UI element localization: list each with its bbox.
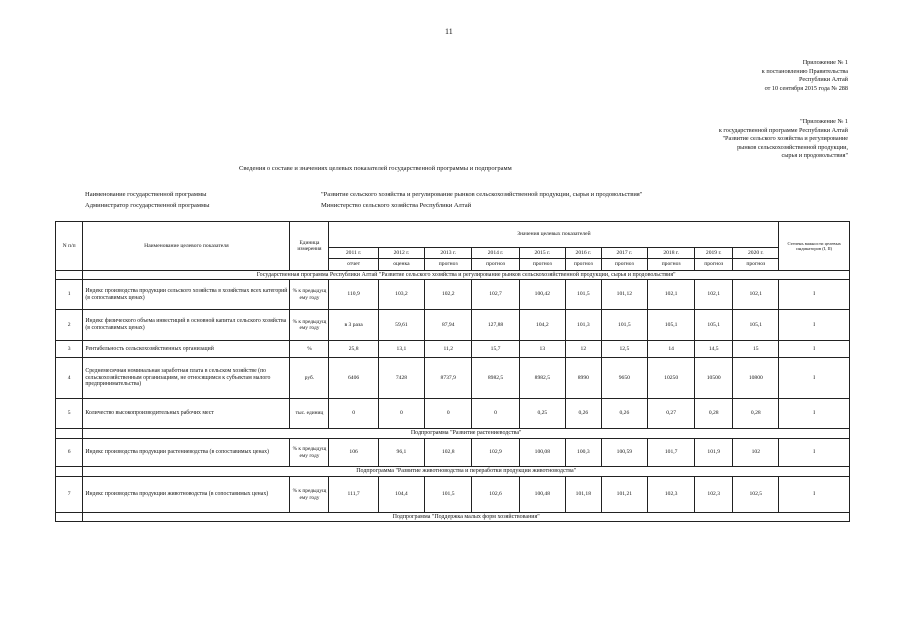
appendix-to-program bbox=[719, 118, 848, 161]
appendix-line: к государственной программе Республики Алтай bbox=[718, 126, 848, 134]
value-cell: 100,3 bbox=[565, 439, 601, 467]
value-cell: 10500 bbox=[695, 358, 733, 399]
value-cell: 104,4 bbox=[378, 477, 424, 513]
value-cell: 102,3 bbox=[647, 477, 694, 513]
status-cell: прогноз bbox=[425, 259, 472, 271]
value-cell: 8982,5 bbox=[519, 358, 565, 399]
table-row bbox=[56, 358, 850, 399]
value-cell: 102,3 bbox=[695, 477, 733, 513]
value-cell: 14 bbox=[647, 341, 694, 358]
value-cell: 15,7 bbox=[472, 341, 519, 358]
status-cell: прогноз bbox=[733, 259, 779, 271]
col-num-header: N п/п bbox=[56, 222, 83, 271]
degree-cell: I bbox=[779, 358, 850, 399]
value-cell: 7428 bbox=[378, 358, 424, 399]
admin-value: Министерство сельского хозяйства Республики Алтай bbox=[321, 202, 472, 209]
value-cell: 0,26 bbox=[565, 399, 601, 429]
value-cell: 102,9 bbox=[472, 439, 519, 467]
value-cell: 59,61 bbox=[378, 310, 424, 341]
value-cell: 101,5 bbox=[601, 310, 647, 341]
year-cell: 2012 г. bbox=[378, 248, 424, 259]
appendix-line: Республики Алтай bbox=[799, 76, 848, 84]
value-cell: 8737,9 bbox=[425, 358, 472, 399]
value-cell: 101,18 bbox=[565, 477, 601, 513]
year-cell: 2014 г. bbox=[472, 248, 519, 259]
appendix-line: "Приложение № 1 bbox=[800, 118, 848, 125]
section-spacer bbox=[56, 513, 83, 522]
value-cell: 101,12 bbox=[601, 280, 647, 310]
table-row bbox=[56, 439, 850, 467]
unit-cell: % к предыдущ ему году bbox=[290, 310, 329, 341]
value-cell: 0,27 bbox=[647, 399, 694, 429]
table-row bbox=[56, 341, 850, 358]
table-row bbox=[56, 477, 850, 513]
year-cell: 2011 г. bbox=[329, 248, 378, 259]
value-cell: 102,1 bbox=[647, 280, 694, 310]
value-cell: 106 bbox=[329, 439, 378, 467]
value-cell: 8982,5 bbox=[472, 358, 519, 399]
value-cell: 101,21 bbox=[601, 477, 647, 513]
value-cell: 105,1 bbox=[647, 310, 694, 341]
indicator-name: Индекс производства продукции животноводства (в сопоставимых ценах) bbox=[83, 477, 290, 513]
col-degree-header: Степень важности целевых индикаторов (I, II) bbox=[779, 222, 850, 271]
admin-label: Администратор государственной программы bbox=[85, 202, 210, 209]
indicators-table bbox=[55, 221, 850, 522]
value-cell: 100,48 bbox=[519, 477, 565, 513]
appendix-line: сырья и продовольствия" bbox=[781, 152, 848, 160]
appendix-line: "Развитие сельского хозяйства и регулирование bbox=[722, 135, 848, 143]
value-cell: 13,1 bbox=[378, 341, 424, 358]
row-number: 4 bbox=[56, 358, 83, 399]
document-title: Сведения о составе и значениях целевых показателей государственной программы и подпрограмм bbox=[239, 165, 512, 172]
section-title: Государственная программа Республики Алтай "Развитие сельского хозяйства и регулирование рынков сельскохозяйственной продукции, сырья и продовольствия" bbox=[83, 271, 850, 280]
year-cell: 2017 г. bbox=[601, 248, 647, 259]
value-cell: 11,2 bbox=[425, 341, 472, 358]
value-cell: 0 bbox=[329, 399, 378, 429]
value-cell: 101,9 bbox=[695, 439, 733, 467]
year-cell: 2015 г. bbox=[519, 248, 565, 259]
indicator-name: Индекс производства продукции растениеводства (в сопоставимых ценах) bbox=[83, 439, 290, 467]
value-cell: 12 bbox=[565, 341, 601, 358]
value-cell: 0 bbox=[378, 399, 424, 429]
appendix-line: рынков сельскохозяйственной продукции, bbox=[737, 143, 848, 151]
table-row bbox=[56, 399, 850, 429]
row-number: 6 bbox=[56, 439, 83, 467]
appendix-line: к постановлению Правительства bbox=[761, 67, 848, 75]
value-cell: 102,5 bbox=[733, 477, 779, 513]
indicator-name: Среднемесячная номинальная заработная плата в сельском хозяйстве (по сельскохозяйственным организациям, не относящимся к субъектам малого предпринимательства) bbox=[83, 358, 290, 399]
value-cell: 103,2 bbox=[378, 280, 424, 310]
section-spacer bbox=[56, 271, 83, 280]
value-cell: 104,2 bbox=[519, 310, 565, 341]
value-cell: 102,1 bbox=[733, 280, 779, 310]
degree-cell: I bbox=[779, 399, 850, 429]
section-title: Подпрограмма "Развитие животноводства и переработки продукции животноводства" bbox=[83, 467, 850, 477]
section-row bbox=[56, 513, 850, 522]
degree-cell: I bbox=[779, 280, 850, 310]
section-row-program bbox=[56, 271, 850, 280]
row-number: 2 bbox=[56, 310, 83, 341]
value-cell: 102,1 bbox=[695, 280, 733, 310]
status-cell: прогноз bbox=[519, 259, 565, 271]
value-cell: 10800 bbox=[733, 358, 779, 399]
status-cell: оценка bbox=[378, 259, 424, 271]
header-row-1 bbox=[56, 222, 850, 248]
col-unit-header: Единица измерения bbox=[290, 222, 329, 271]
unit-cell: % к предыдущ ему году bbox=[290, 280, 329, 310]
program-value: "Развитие сельского хозяйства и регулирование рынков сельскохозяйственной продукции, сырья и продовольствия" bbox=[321, 191, 643, 198]
value-cell: 111,7 bbox=[329, 477, 378, 513]
value-cell: 100,08 bbox=[519, 439, 565, 467]
page-number: 11 bbox=[445, 27, 453, 36]
value-cell: 101,5 bbox=[425, 477, 472, 513]
col-name-header: Наименование целевого показателя bbox=[83, 222, 290, 271]
value-cell: 101,7 bbox=[647, 439, 694, 467]
indicator-name: Рентабельность сельскохозяйственных организаций bbox=[83, 341, 290, 358]
section-title: Подпрограмма "Поддержка малых форм хозяйствования" bbox=[83, 513, 850, 522]
value-cell: 14,5 bbox=[695, 341, 733, 358]
value-cell: 87,94 bbox=[425, 310, 472, 341]
indicator-name: Количество высокопроизводительных рабочих мест bbox=[83, 399, 290, 429]
status-cell: прогноз bbox=[601, 259, 647, 271]
value-cell: 102,6 bbox=[472, 477, 519, 513]
value-cell: 127,88 bbox=[472, 310, 519, 341]
value-cell: 102,2 bbox=[425, 280, 472, 310]
year-cell: 2016 г. bbox=[565, 248, 601, 259]
unit-cell: % к предыдущ ему году bbox=[290, 477, 329, 513]
col-values-header: Значения целевых показателей bbox=[329, 222, 779, 248]
status-cell: прогноз bbox=[695, 259, 733, 271]
section-row bbox=[56, 467, 850, 477]
value-cell: 101,3 bbox=[565, 310, 601, 341]
section-row bbox=[56, 429, 850, 439]
section-title: Подпрограмма "Развитие растениеводства" bbox=[83, 429, 850, 439]
table-row bbox=[56, 280, 850, 310]
year-cell: 2013 г. bbox=[425, 248, 472, 259]
value-cell: 12,5 bbox=[601, 341, 647, 358]
value-cell: 100,59 bbox=[601, 439, 647, 467]
value-cell: 96,1 bbox=[378, 439, 424, 467]
value-cell: 0 bbox=[425, 399, 472, 429]
unit-cell: % к предыдущ ему году bbox=[290, 439, 329, 467]
status-cell: прогноз bbox=[472, 259, 519, 271]
value-cell: 102,8 bbox=[425, 439, 472, 467]
status-cell: прогноз bbox=[647, 259, 694, 271]
appendix-to-resolution bbox=[762, 59, 848, 93]
table-row bbox=[56, 310, 850, 341]
value-cell: 105,1 bbox=[695, 310, 733, 341]
degree-cell: I bbox=[779, 439, 850, 467]
value-cell: 15 bbox=[733, 341, 779, 358]
value-cell: в 3 раза bbox=[329, 310, 378, 341]
status-cell: прогноз bbox=[565, 259, 601, 271]
row-number: 5 bbox=[56, 399, 83, 429]
value-cell: 0,26 bbox=[601, 399, 647, 429]
value-cell: 10250 bbox=[647, 358, 694, 399]
indicator-name: Индекс производства продукции сельского хозяйства в хозяйствах всех категорий (в сопоставимых ценах) bbox=[83, 280, 290, 310]
value-cell: 13 bbox=[519, 341, 565, 358]
appendix-line: Приложение № 1 bbox=[802, 59, 848, 66]
value-cell: 102,7 bbox=[472, 280, 519, 310]
row-number: 3 bbox=[56, 341, 83, 358]
value-cell: 105,1 bbox=[733, 310, 779, 341]
value-cell: 0 bbox=[472, 399, 519, 429]
value-cell: 102 bbox=[733, 439, 779, 467]
section-spacer bbox=[56, 429, 83, 439]
value-cell: 25,8 bbox=[329, 341, 378, 358]
value-cell: 0,28 bbox=[733, 399, 779, 429]
value-cell: 101,5 bbox=[565, 280, 601, 310]
year-cell: 2019 г. bbox=[695, 248, 733, 259]
year-cell: 2020 г. bbox=[733, 248, 779, 259]
value-cell: 0,28 bbox=[695, 399, 733, 429]
row-number: 1 bbox=[56, 280, 83, 310]
unit-cell: тыс. единиц bbox=[290, 399, 329, 429]
appendix-line: от 10 сентября 2015 года № 288 bbox=[764, 84, 848, 92]
year-cell: 2018 г. bbox=[647, 248, 694, 259]
value-cell: 9650 bbox=[601, 358, 647, 399]
row-number: 7 bbox=[56, 477, 83, 513]
degree-cell: I bbox=[779, 310, 850, 341]
value-cell: 6406 bbox=[329, 358, 378, 399]
section-spacer bbox=[56, 467, 83, 477]
value-cell: 110,9 bbox=[329, 280, 378, 310]
value-cell: 8990 bbox=[565, 358, 601, 399]
degree-cell: I bbox=[779, 341, 850, 358]
indicator-name: Индекс физического объема инвестиций в основной капитал сельского хозяйства (в сопоставимых ценах) bbox=[83, 310, 290, 341]
unit-cell: руб. bbox=[290, 358, 329, 399]
value-cell: 100,42 bbox=[519, 280, 565, 310]
degree-cell: I bbox=[779, 477, 850, 513]
value-cell: 0,25 bbox=[519, 399, 565, 429]
status-cell: отчет bbox=[329, 259, 378, 271]
program-label: Наименование государственной программы bbox=[85, 191, 207, 198]
unit-cell: % bbox=[290, 341, 329, 358]
